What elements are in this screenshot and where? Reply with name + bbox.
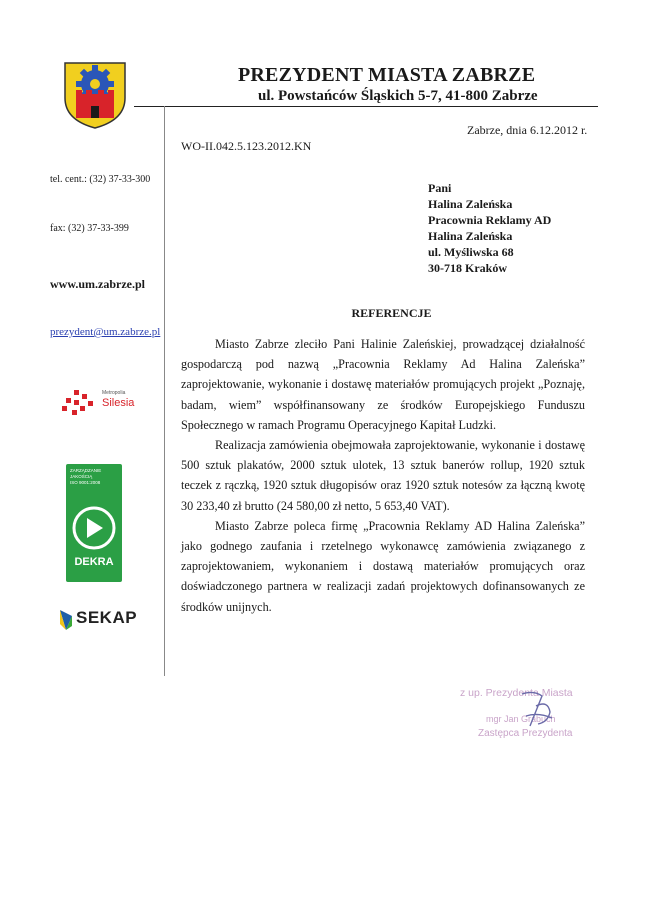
signature-line-3: Zastępca Prezydenta (478, 728, 573, 739)
reference-number: WO-II.042.5.123.2012.KN (181, 139, 312, 153)
dekra-text: ZARZĄDZANIE JAKOŚCIĄ ISO 9001:2008 (70, 468, 102, 485)
email-link[interactable]: prezydent@um.zabrze.pl (50, 326, 161, 338)
recipient-line: Pracownia Reklamy AD (428, 213, 552, 227)
fax-number: fax: (32) 37-33-399 (50, 223, 129, 234)
body-paragraph: Realizacja zamówienia obejmowała zaprojektowanie, wykonanie i dostawę 500 sztuk plakatów, 2000 sztuk ulotek, 13 sztuk banerów rollup, 1920 sztuk teczek z rączką, 1920 sztuk długopisów oraz 1920 sztuk notesów za łączną kwotę 30 233,40 zł brutto (24 580,00 zł netto, 5 653,40 VAT). (181, 438, 585, 513)
signature-line-1: z up. Prezydenta Miasta (460, 687, 573, 699)
sekap-logo (58, 606, 154, 636)
issuer-title: PREZYDENT MIASTA ZABRZE (238, 64, 536, 86)
letter-body (181, 334, 585, 617)
sekap-name: SEKAP (76, 608, 138, 627)
body-paragraph: Miasto Zabrze zleciło Pani Halinie Zaleńskiej, prowadzącej działalność gospodarczą pod nazwą „Pracownia Reklamy Ad Halina Zaleńska” zaprojektowanie, wykonanie i dostawę materiałów promujących projekt „Poznaję, badam, wiem” współfinansowany ze środków Europejskiego Funduszu Społecznego w ramach Programu Operacyjnego Kapitał Ludzki. (181, 337, 585, 432)
phone-number: tel. cent.: (32) 37-33-300 (50, 174, 151, 185)
city-crest-logo (62, 60, 128, 130)
recipient-line: Halina Zaleńska (428, 229, 513, 243)
signature-line-2: mgr Jan Grabuch (486, 714, 556, 724)
sidebar-divider (164, 106, 165, 676)
recipient-line: ul. Myśliwska 68 (428, 245, 514, 259)
website-link[interactable]: www.um.zabrze.pl (50, 277, 145, 291)
recipient-line: Pani (428, 181, 452, 195)
recipient-line: 30-718 Kraków (428, 261, 507, 275)
place-date: Zabrze, dnia 6.12.2012 r. (467, 123, 588, 137)
body-paragraph: Miasto Zabrze poleca firmę „Pracownia Reklamy AD Halina Zaleńska” jako godnego zaufania i rzetelnego wykonawcę zamówienia związanego z zaprojektowaniem, wykonaniem i dostawą materiałów promujących oraz doświadczonego partnera w realizacji zadań projektowych dofinansowanych ze środków unijnych. (181, 518, 585, 614)
document-title: REFERENCJE (351, 306, 432, 320)
dekra-certificate-badge (66, 464, 122, 582)
dekra-check-icon (70, 504, 118, 552)
header-divider (134, 106, 598, 107)
handwritten-signature-icon (512, 686, 562, 736)
dekra-name: DEKRA (74, 556, 114, 568)
recipient-line: Halina Zaleńska (428, 197, 513, 211)
silesia-name: Silesia (102, 397, 135, 409)
issuer-address: ul. Powstańców Śląskich 5-7, 41-800 Zabrze (258, 88, 538, 104)
sekap-mark-icon (58, 608, 74, 632)
silesia-small-label: Metropolia (102, 390, 126, 396)
metropolia-silesia-logo (60, 388, 150, 418)
silesia-squares-icon (60, 388, 100, 418)
